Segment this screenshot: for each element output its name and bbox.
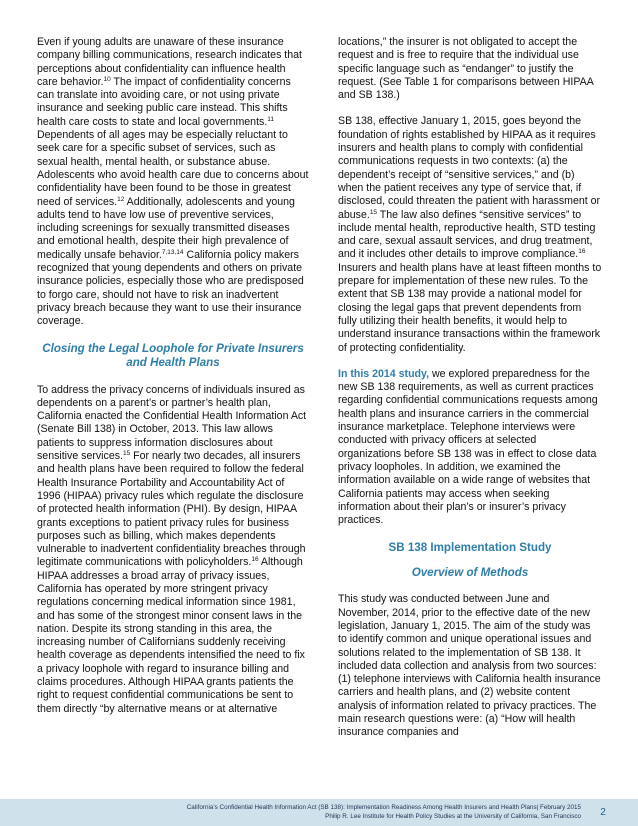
paragraph-sb138-requirements: SB 138, effective January 1, 2015, goes beyond the foundation of rights established by HIPAA as it requires insurers and health plans to comply with confidential communications requests in two contexts: (a) the dependent’s receipt of “sensitive services,” and (b) when the patient receives any type of service that, if disclosed, could threaten the patient with harassment or abuse.$^{15}$ The law also defines “sensitive services” to include mental health, reproductive health, STD testing and care, sexual assault services, and drug treatment, and it includes other details to improve compliance.$^{16}$ Insurers and health plans have at least fifteen months to prepare for implementation of these new rules. To the extent that SB 138 may provide a national model for closing the legal gaps that prevent dependents from fully utilizing their health benefits, it would help to understand insurance transactions within the framework of protecting confidentiality. [338,115,602,354]
footer-line-title: California’s Confidential Health Information Act (SB 138): Implementation Readiness Among Health Insurers and Health Plans| February 2015 [186,804,581,811]
footnote-ref: 11 [267,115,274,123]
page-number: 2 [600,807,606,818]
paragraph-2014-study: In this 2014 study, we explored preparedness for the new SB 138 requirements, as well as current practices regarding confidential communications requests among health plans and insurance carriers in the commercial insurance marketplace. Telephone interviews were conducted with privacy officers at selected organizations before SB 138 was in effect to close data privacy loopholes. In addition, we examined the information available on a wide range of websites that California patients may access when seeking information about their plan’s or insurer’s privacy practices. [338,367,598,527]
footnote-ref: 15 [369,208,378,216]
paragraph-methods: This study was conducted between June and November, 2014, prior to the effective date of the new legislation, January 1, 2015. The aim of the study was to identify common and unique operational issues and solutions related to the implementation of SB 138. It included data collection and analysis from two sources: (1) telephone interviews with California health insurance carriers and health plans, and (2) website content analysis of information related to privacy practices. The main research questions were: (a) “How will health insurance companies and [338,593,601,739]
left-column [37,36,309,716]
footer-citation [187,803,581,821]
paragraph-hipaa-locations: locations,” the insurer is not obligated to accept the request and is free to require that the individual use specific language such as “endanger” to justify the request. (See Table 1 for comparisons between HIPAA and SB 138.) [338,36,594,102]
footnote-ref: 16 [578,248,586,256]
footnote-ref: 16 [251,556,259,564]
page-footer [0,799,638,826]
footer-line-institute: Philip R. Lee Institute for Health Policy Studies at the University of California, San Francisco [325,813,581,820]
section-heading-legal-loophole: Closing the Legal Loophole for Private Insurers and Health Plans [42,341,304,370]
subsection-heading-methods: Overview of Methods [411,565,529,579]
footnote-ref: 10 [103,75,111,83]
paragraph-sb138-background: To address the privacy concerns of individuals insured as dependents on a parent’s or partner’s health plan, California enacted the Confidential Health Information Act (Senate Bill 138) in October, 2013. This law allows patients to suppress information disclosures about sensitive services.$^{15}$ For nearly two decades, all insurers and health plans have been required to follow the federal Health Insurance Portability and Accountability Act of 1996 (HIPAA) privacy rules which regulate the disclosure of protected health information (PHI). By design, HIPAA grants exceptions to patient privacy rules for business purposes such as billing, which makes dependents vulnerable to inadvertent confidentiality breaches through legitimate communications with policyholders.$^{16}$ Although HIPAA addresses a broad array of privacy issues, California has operated by more stringent privacy regulations concerning medical information since 1981, and has some of the strongest minor consent laws in the nation. Despite its strong standing in this area, the increasing number of Californians suddenly receiving health coverage as dependents intensified the need to fix a privacy loophole with regard to insurance billing and claims procedures. Although HIPAA grants patients the right to request confidential communications be sent to them directly “by alternative means or at alternative [37,383,307,715]
right-column [338,36,602,740]
footnote-ref: 7,13,14 [161,248,184,256]
footnote-ref: 15 [122,450,131,458]
footnote-ref: 12 [117,195,125,203]
paragraph-confidentiality-perceptions: Even if young adults are unaware of these insurance company billing communications, research indicates that perceptions about confidentiality can influence health care behavior.$^{10}$ The impact of confidentiality concerns can translate into avoiding care, or not using private insurance and seeking public care instead. This shifts health care costs to state and local governments.$^{11}$ Dependents of all ages may be especially reluctant to seek care for a specific subset of services, such as sexual health, mental health, or substance abuse. Adolescents who avoid health care due to concerns about confidentiality have been found to be those in greatest need of services.$^{12}$ Additionally, adolescents and young adults tend to have low use of preventive services, including screenings for sexually transmitted diseases and emotional health, despite their high prevalence of medically unsafe behavior.$^{7,13,14}$ California policy makers recognized that young dependents and others on private insurance policies, especially those who are predisposed to forgo care, should not have to risk an inadvertent privacy breach because they want to use their insurance coverage. [37,36,309,328]
section-heading-implementation-study: SB 138 Implementation Study [388,541,552,555]
lead-in-text: In this 2014 study, [338,367,430,380]
